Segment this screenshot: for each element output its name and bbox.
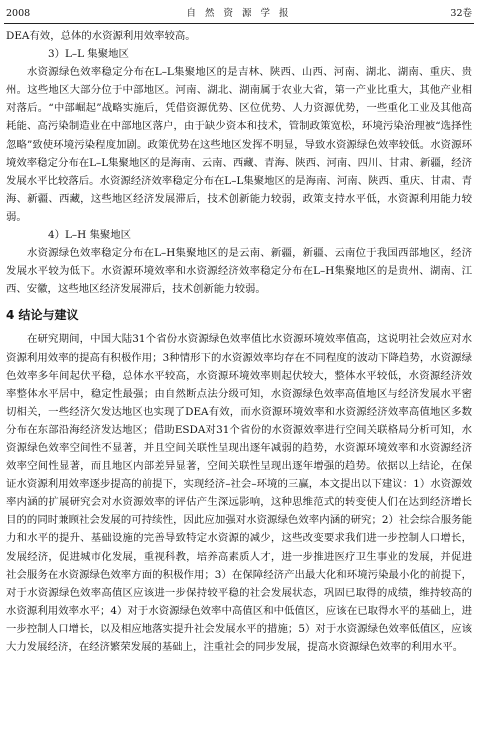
paragraph-lh-cluster: 水资源绿色效率稳定分布在L–H集聚地区的是云南、新疆，新疆、云南位于我国西部地区，经济发展水平较为低下。水资源环境效率和水资源经济效率稳定分布在L–H集聚地区的是贵州、湖南、江西、安徽，这些地区经济发展滞后，技术创新能力较弱。 — [6, 247, 472, 296]
header-volume: 32卷 — [450, 8, 472, 19]
header-journal-title: 自 然 资 源 学 报 — [186, 8, 292, 19]
header-year: 2008 — [6, 8, 31, 19]
header-rule — [4, 23, 474, 24]
section-title-conclusions: 4 结论与建议 — [6, 308, 79, 323]
paragraph-ll-cluster: 水资源绿色效率稳定分布在L–L集聚地区的是吉林、陕西、山西、河南、湖北、湖南、重庆、贵州。这些地区大部分位于中部地区。河南、湖北、湖南属于农业大省，第一产业比重大，其他产业相对落后。“中部崛起”战略实施后，凭借资源优势、区位优势、人力资源优势，一些重化工业及其他高耗能、高污染制造业在中部地区落户，由于缺少资本和技术，管制政策宽松，环境污染治理被“选择性忽略”致使环境污染程度加剧。政策优势在这些地区发挥不明显，导致水资源绿色效率较低。水资源环境效率稳定分布在L–L集聚地区的是海南、云南、西藏、青海、陕西、河南、四川、甘肃、新疆，经济发展水平比较落后。水资源经济效率稳定分布在L–L集聚地区的是海南、河南、陕西、重庆、甘肃、青海、新疆、西藏，这些地区经济发展滞后，技术创新能力较弱，政策支持水平低，水资源利用能力较弱。 — [6, 66, 472, 223]
paragraph-continuation: DEA有效，总体的水资源利用效率较高。 — [6, 30, 196, 42]
subheading-lh-cluster: 4）L–H 集聚地区 — [48, 229, 132, 242]
article-body — [6, 27, 472, 656]
paragraph-conclusions: 在研究期间，中国大陆31个省份水资源绿色效率值比水资源环境效率值高，这说明社会效应对水资源利用效率的提高有积极作用；3种情形下的水资源效率均存在不同程度的波动下降趋势，水资源绿色效率多年间起伏平稳，总体水平较高，水资源环境效率则起伏较大，整体水平较低，水资源经济效率整体水平居中，稳定性最强；由自然断点法分级可知，水资源绿色效率高值地区与经济发展水平密切相关，一些经济欠发达地区也实现了DEA有效，而水资源环境效率和水资源经济效率高值地区多数分布在东部沿海经济发达地区；借助ESDA对31个省份的水资源效率进行空间关联格局分析可知，水资源绿色效率空间性不显著，并且空间关联性呈现出逐年减弱的趋势，水资源环境效率和水资源经济效率空间性显著，而且地区内部差异显著，空间关联性呈现出逐年增强的趋势。依据以上结论，在保证水资源利用效率逐步提高的前提下，实现经济–社会–环境的三赢，本文提出以下建议：1）水资源效率内涵的扩展研究会对水资源效率的评估产生深远影响，这种思维范式的转变使人们在达到经济增长目的的同时兼顾社会发展的可持续性，因此应加强对水资源绿色效率内涵的研究；2）社会综合服务能力和水平的提升、基础设施的完善导致特定水资源的减少，这些改变要求我们进一步控制人口增长，发展经济，促进城市化发展，重视科教，培养高素质人才，进一步推进医疗卫生事业的发展，并促进社会服务在水资源绿色效率方面的积极作用；3）在保障经济产出最大化和环境污染最小化的前提下，对于水资源绿色效率高值区应该进一步保持较平稳的社会发展状态，巩固已取得的成绩，维持较高的水资源利用效率水平；4）对于水资源绿色效率中高值区和中低值区，应该在已取得水平的基础上，进一步控制人口增长，以及相应地落实提升社会发展水平的措施；5）对于水资源绿色效率低值区，应该大力发展经济，在经济繁荣发展的基础上，注重社会的同步发展，提高水资源绿色效率的利用水平。 — [6, 333, 472, 653]
subheading-ll-cluster: 3）L–L 集聚地区 — [48, 48, 129, 61]
page-header — [4, 6, 474, 22]
